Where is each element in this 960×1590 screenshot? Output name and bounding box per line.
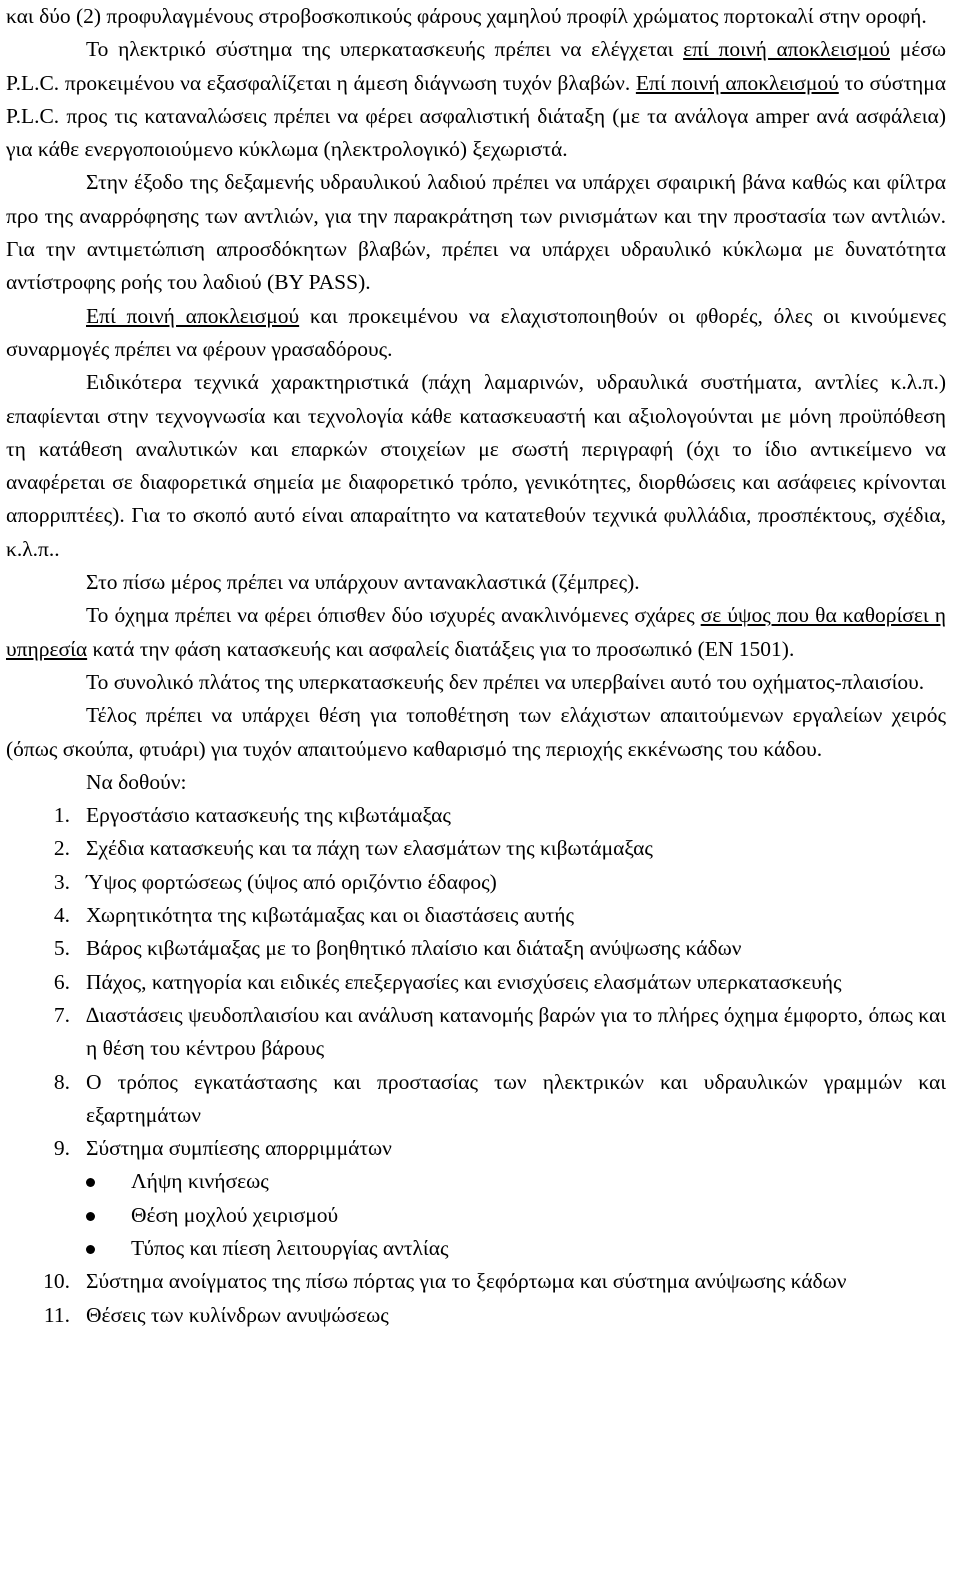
list-item: [6, 866, 946, 899]
list-item-text: Σχέδια κατασκευής και τα πάχη των ελασμάτων της κιβωτάμαξας: [86, 836, 653, 861]
list-item-number: 6.: [53, 969, 70, 994]
paragraph-rear-steps-text-b: κατά την φάση κατασκευής και ασφαλείς διατάξεις για το προσωπικό (ΕΝ 1501).: [87, 636, 795, 661]
list-item-text: ∆ιαστάσεις ψευδοπλαισίου και ανάλυση κατανομής βαρών για το πλήρες όχημα έμφορτο, όπως και η θέση του κέντρου βάρους: [86, 1002, 946, 1061]
list-item-text: Βάρος κιβωτάμαξας με το βοηθητικό πλαίσιο και διάταξη ανύψωσης κάδων: [86, 936, 742, 961]
bullet-icon: [86, 1245, 95, 1254]
sublist-item-text: Θέση μοχλού χειρισμού: [131, 1202, 339, 1227]
list-item: [6, 899, 946, 932]
list-item-number: 7.: [53, 1002, 70, 1027]
requirements-list: [6, 799, 946, 1165]
paragraph-rear-steps-underline: σε ύψος που θα καθορίσει η υπηρεσία: [6, 603, 946, 661]
list-item-text: Χωρητικότητα της κιβωτάμαξας και οι διαστάσεις αυτής: [86, 903, 575, 928]
list-item-number: 4.: [53, 903, 70, 928]
list-item-number: 8.: [53, 1069, 70, 1094]
paragraph-greasers-underline: Επί ποινή αποκλεισμού: [86, 303, 300, 328]
list-item: [6, 932, 946, 965]
paragraph-plc: [6, 33, 946, 166]
paragraph-greasers: [6, 300, 946, 367]
sublist-item-text: Λήψη κινήσεως: [131, 1169, 269, 1194]
list-item-number: 9.: [53, 1136, 70, 1161]
list-item-number: 3.: [53, 869, 70, 894]
list-item: [6, 1265, 946, 1298]
list-item-number: 1.: [53, 803, 70, 828]
paragraph-tools: Τέλος πρέπει να υπάρχει θέση για τοποθέτηση των ελάχιστων απαιτούμενων εργαλείων χειρός (όπως σκούπα, φτυάρι) για τυχόν απαιτούμενο καθαρισμό της περιοχής εκκένωσης του κάδου.: [6, 703, 946, 761]
sublist-item: [6, 1232, 946, 1265]
paragraph-hydraulic-oil: Στην έξοδο της δεξαμενής υδραυλικού λαδιού πρέπει να υπάρχει σφαιρική βάνα καθώς και φίλτρα προ της αναρρόφησης των αντλιών, για την παρακράτηση των ρινισμάτων και την προστασία των αντλιών. Για την αντιμετώπιση απροσδόκητων βλαβών, πρέπει να υπάρχει υδραυλικό κύκλωμα με δυνατότητα αντίστροφης ροής του λαδιού (BY PASS).: [6, 170, 946, 295]
list-item: [6, 999, 946, 1066]
paragraph-reflectors: Στο πίσω μέρος πρέπει να υπάρχουν αντανακλαστικά (ζέμπρες).: [86, 570, 640, 595]
paragraph-plc-text-c: το σύστημα P.L.C. προς τις καταναλώσεις πρέπει να φέρει ασφαλιστική διάταξη (με τα ανάλογα amper ανά ασφάλεια) για κάθε ενεργοποιούμενο κύκλωμα (ηλεκτρολογικό) ξεχωριστά.: [6, 70, 946, 162]
paragraph-rear-steps: [6, 599, 946, 666]
sublist-item: [6, 1199, 946, 1232]
list-item-text: Ο τρόπος εγκατάστασης και προστασίας των ηλεκτρικών και υδραυλικών γραμμών και εξαρτημάτων: [86, 1069, 946, 1127]
list-item-text: Εργοστάσιο κατασκευής της κιβωτάμαξας: [86, 803, 451, 828]
list-item: [6, 1132, 946, 1165]
list-item: [6, 799, 946, 832]
paragraph-rear-steps-text-a: Το όχημα πρέπει να φέρει όπισθεν δύο ισχυρές ανακλινόμενες σχάρες: [86, 603, 701, 628]
list-item-number: 10.: [43, 1269, 70, 1294]
paragraph-greasers-text: και προκειμένου να ελαχιστοποιηθούν οι φθορές, όλες οι κινούμενες συναρμογές πρέπει να φέρουν γρασαδόρους.: [6, 303, 946, 361]
paragraph-plc-text-a: Το ηλεκτρικό σύστημα της υπερκατασκευής πρέπει να ελέγχεται: [86, 37, 684, 62]
sublist-item-text: Τύπος και πίεση λειτουργίας αντλίας: [131, 1235, 449, 1260]
sublist-item: [6, 1165, 946, 1198]
bullet-icon: [86, 1178, 95, 1187]
list-item: [6, 1299, 946, 1332]
list-item: [6, 1066, 946, 1133]
paragraph-plc-underline-1: επί ποινή αποκλεισμού: [683, 37, 890, 62]
paragraph-to-provide: Να δοθούν:: [86, 769, 187, 794]
list-item-number: 2.: [53, 836, 70, 861]
list-item-text: Σύστημα συμπίεσης απορριμμάτων: [86, 1136, 392, 1161]
paragraph-width: Το συνολικό πλάτος της υπερκατασκευής δεν πρέπει να υπερβαίνει αυτό του οχήματος-πλαισίου.: [86, 669, 925, 694]
list-item-text: Σύστημα ανοίγματος της πίσω πόρτας για το ξεφόρτωμα και σύστημα ανύψωσης κάδων: [86, 1269, 847, 1294]
list-item-text: Πάχος, κατηγορία και ειδικές επεξεργασίες και ενισχύσεις ελασμάτων υπερκατασκευής: [86, 969, 842, 994]
paragraph-technical-specs: Ειδικότερα τεχνικά χαρακτηριστικά (πάχη λαμαρινών, υδραυλικά συστήματα, αντλίες κ.λ.π.) επαφίενται στην τεχνογνωσία και τεχνολογία κάθε κατασκευαστή και αξιολογούνται με μόνη προϋπόθεση τη κατάθεση αναλυτικών και επαρκών στοιχείων με σωστή περιγραφή (όχι το ίδιο αντικείμενο να αναφέρεται σε διαφορετικά σημεία με διαφορετικό τρόπο, γενικότητες, διορθώσεις και ασάφειες κρίνονται απορριπτέες). Για το σκοπό αυτό είναι απαραίτητο να κατατεθούν τεχνικά φυλλάδια, προσπέκτους, σχέδια, κ.λ.π..: [6, 370, 946, 561]
paragraph-plc-text-b: μέσω P.L.C. προκειμένου να εξασφαλίζεται η άμεση διάγνωση τυχόν βλαβών.: [6, 37, 946, 95]
list-item: [6, 832, 946, 865]
list-item: [6, 966, 946, 999]
list-item-number: 5.: [53, 936, 70, 961]
paragraph-beacons: και δύο (2) προφυλαγμένους στροβοσκοπικούς φάρους χαμηλού προφίλ χρώματος πορτοκαλί στην οροφή.: [6, 4, 927, 28]
bullet-icon: [86, 1212, 95, 1221]
compression-sublist: [6, 1165, 946, 1265]
list-item-number: 11.: [43, 1302, 70, 1327]
document-page: [6, 0, 946, 1332]
paragraph-plc-underline-2: Επί ποινή αποκλεισμού: [635, 70, 839, 95]
requirements-list-continued: [6, 1265, 946, 1332]
list-item-text: Ύψος φορτώσεως (ύψος από οριζόντιο έδαφος): [86, 869, 497, 894]
list-item-text: Θέσεις των κυλίνδρων ανυψώσεως: [86, 1302, 389, 1327]
